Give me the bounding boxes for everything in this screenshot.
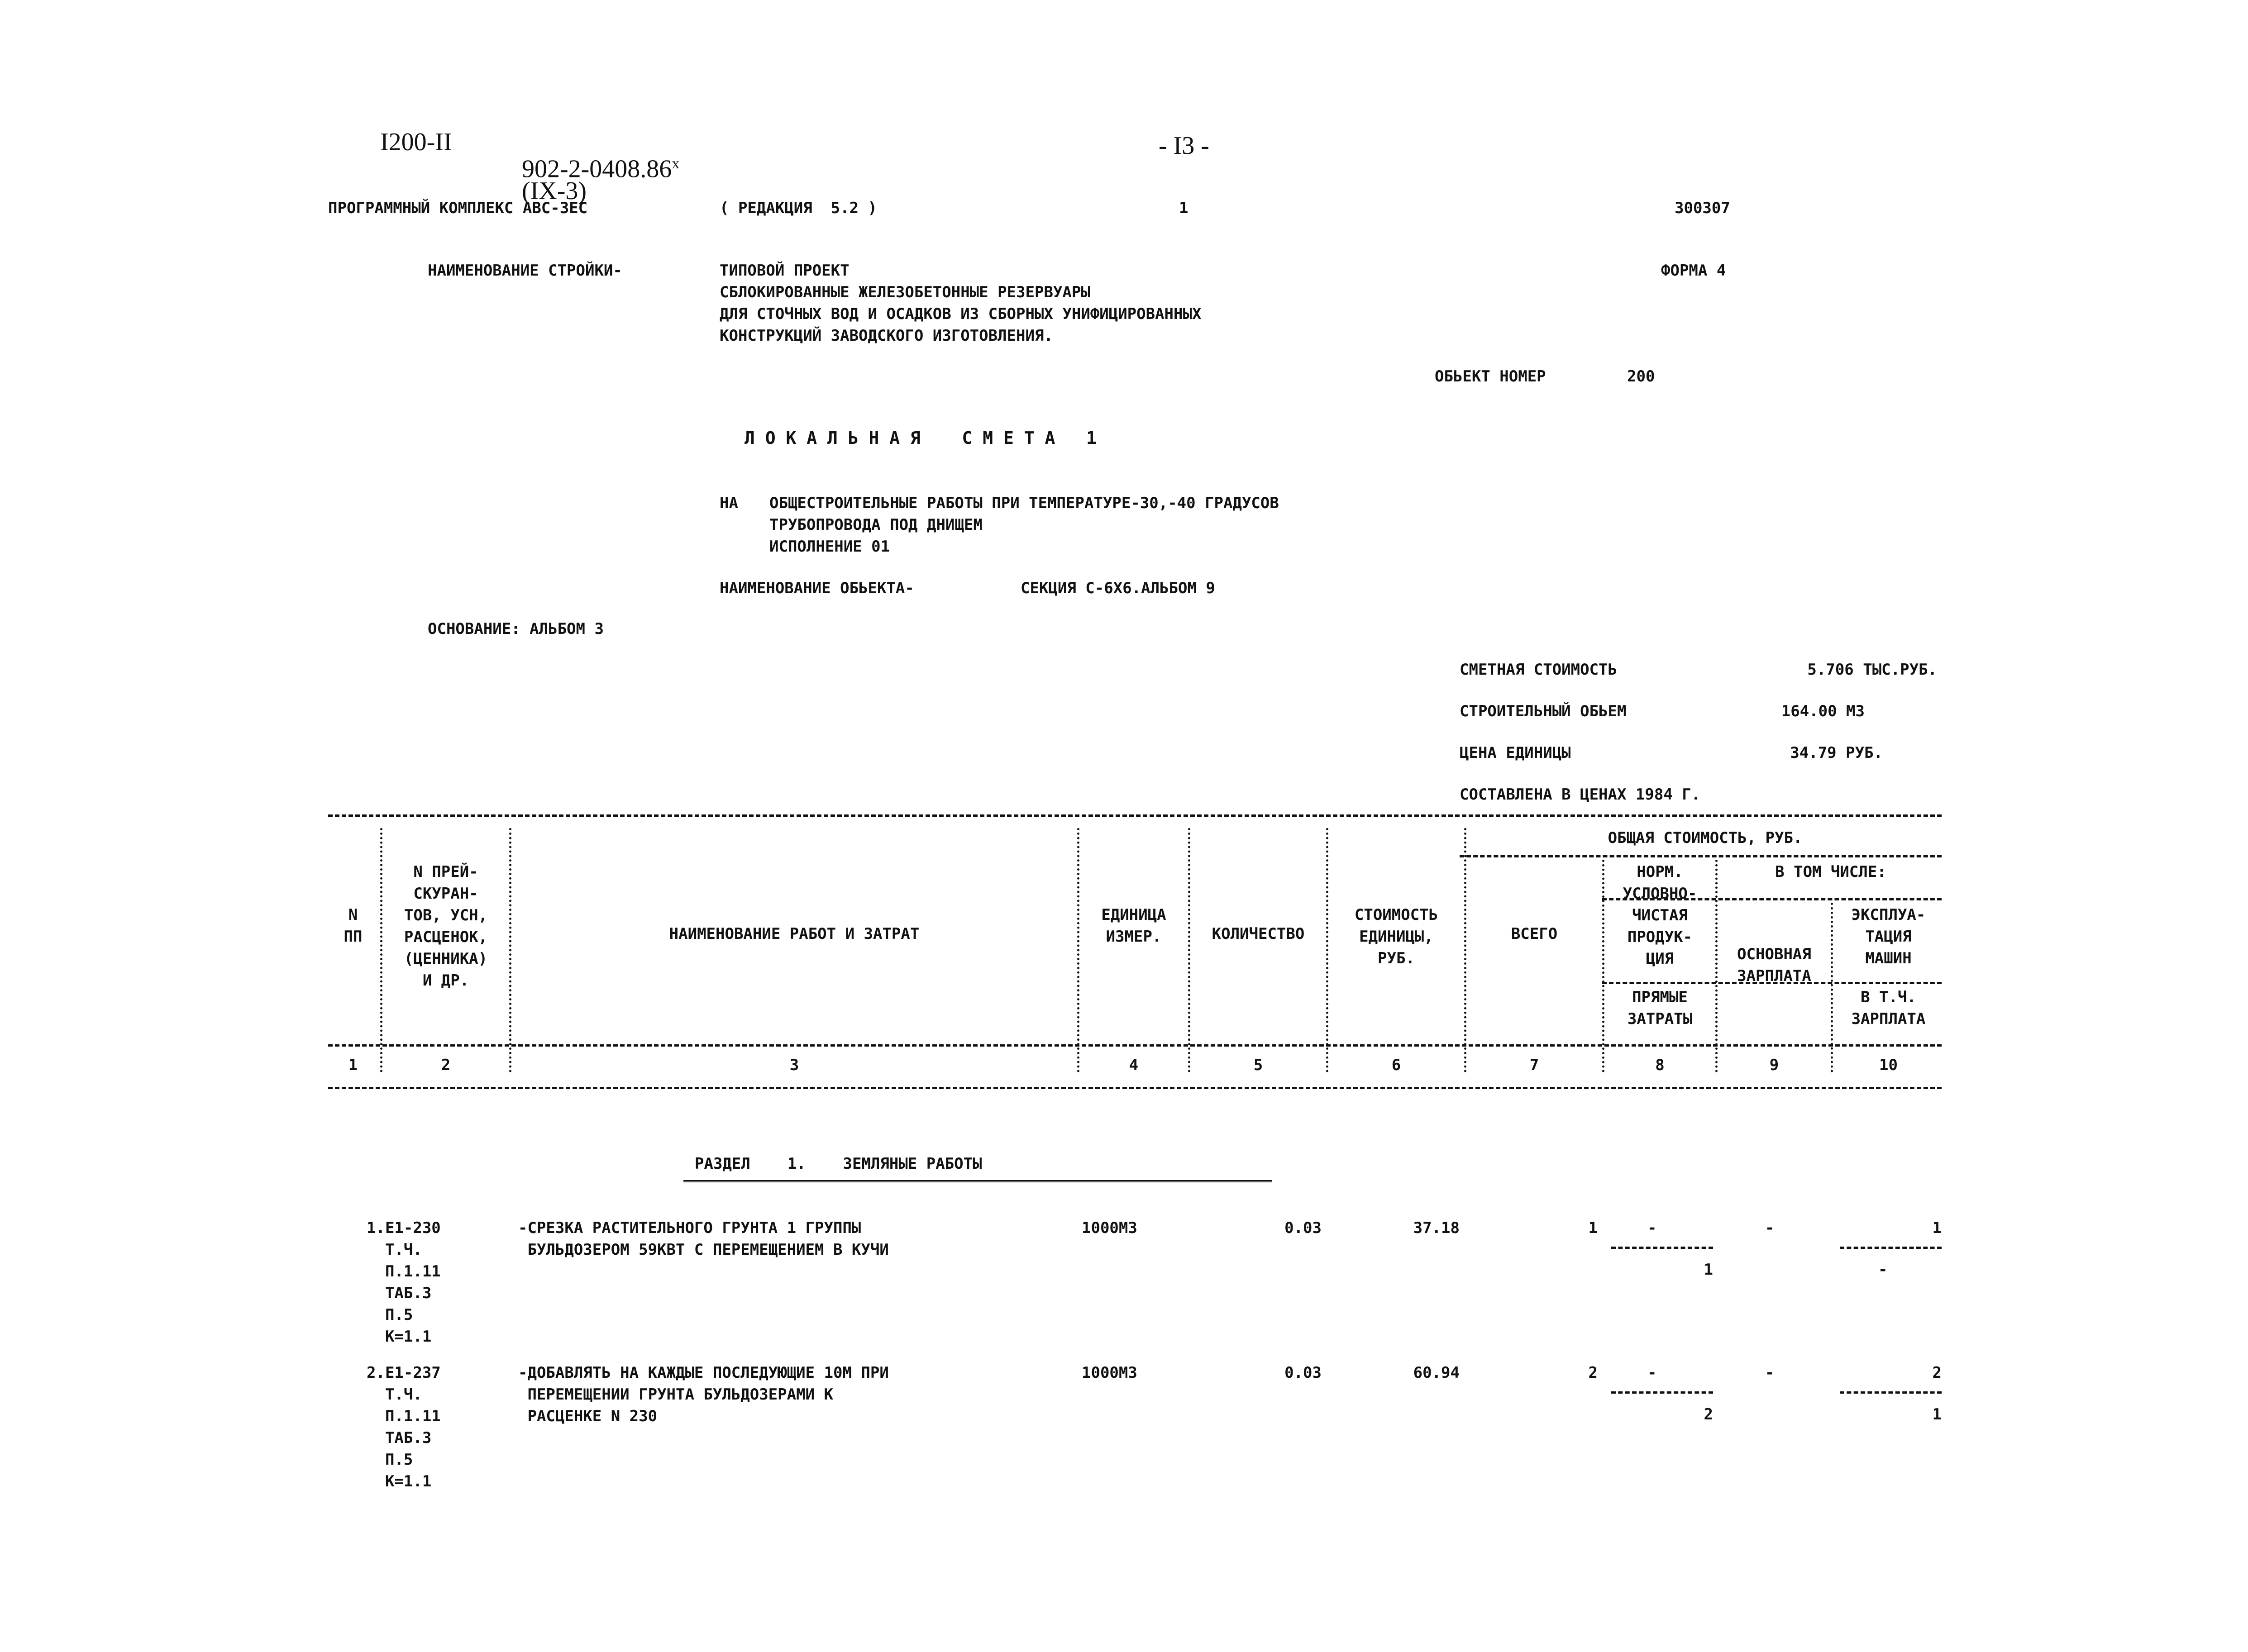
table-top-rule	[328, 814, 1942, 817]
row-1-code: 1.Е1-230 Т.Ч. П.1.11 ТАБ.3 П.5 К=1.1	[367, 1219, 441, 1346]
purpose-prefix: НА	[720, 494, 738, 512]
header-col-10-bottom: В Т.Ч. ЗАРПЛАТА	[1851, 988, 1926, 1028]
summary-label-cost: СМЕТНАЯ СТОИМОСТЬ	[1460, 661, 1617, 679]
purpose-line-1: ОБЩЕСТРОИТЕЛЬНЫЕ РАБОТЫ ПРИ ТЕМПЕРАТУРЕ-30,-40 ГРАДУСОВ	[769, 494, 1279, 512]
row-1-qty: 0.03	[1284, 1219, 1322, 1237]
header-col-10-top: ЭКСПЛУА- ТАЦИЯ МАШИН	[1851, 906, 1926, 967]
header-col-5: КОЛИЧЕСТВО	[1212, 925, 1305, 943]
col-separator	[1602, 860, 1604, 1072]
summary-value-cost: 5.706 ТЫС.РУБ.	[1807, 661, 1937, 679]
header-col-8-bottom: ПРЯМЫЕ ЗАТРАТЫ	[1627, 988, 1693, 1028]
header-col-6: СТОИМОСТЬ ЕДИНИЦЫ, РУБ.	[1354, 906, 1438, 967]
row-2-col10: 2	[1932, 1364, 1942, 1382]
construction-line-1: ТИПОВОЙ ПРОЕКТ	[720, 262, 850, 280]
colnum-4: 4	[1129, 1056, 1139, 1074]
row-1-col8: -	[1647, 1219, 1657, 1237]
purpose-line-2: ТРУБОПРОВОДА ПОД ДНИЩЕМ	[769, 516, 983, 534]
prices-note: СОСТАВЛЕНА В ЦЕНАХ 1984 Г.	[1460, 786, 1701, 804]
summary-label-volume: СТРОИТЕЛЬНЫЙ ОБЬЕМ	[1460, 702, 1627, 720]
col-separator	[1464, 828, 1466, 1072]
doc-code-suffix: (IX-3)	[522, 176, 587, 205]
row-2-name: -ДОБАВЛЯТЬ НА КАЖДЫЕ ПОСЛЕДУЮЩИЕ 10М ПРИ ПЕРЕМЕЩЕНИИ ГРУНТА БУЛЬДОЗЕРАМИ К РАСЦЕНКЕ N 230	[518, 1364, 889, 1425]
header-total-group: ОБЩАЯ СТОИМОСТЬ, РУБ.	[1608, 829, 1803, 847]
col-separator	[1077, 828, 1079, 1072]
doc-code	[509, 131, 680, 205]
row-1-col10-rule	[1840, 1247, 1942, 1249]
header-col-7: ВСЕГО	[1511, 925, 1558, 943]
header-col-8-top: НОРМ. УСЛОВНО- ЧИСТАЯ ПРОДУК- ЦИЯ	[1623, 863, 1697, 968]
row-2-qty: 0.03	[1284, 1364, 1322, 1382]
header-col-2: N ПРЕЙ- СКУРАН- ТОВ, УСН, РАСЦЕНОК, (ЦЕННИКА) И ДР.	[404, 863, 488, 990]
colnum-3: 3	[789, 1056, 799, 1074]
row-1-col8-bottom: 1	[1704, 1261, 1713, 1279]
row-1-price: 37.18	[1413, 1219, 1460, 1237]
left-code: I200-II	[380, 128, 452, 156]
construction-label: НАИМЕНОВАНИЕ СТРОЙКИ-	[428, 262, 622, 280]
row-1-col8-rule	[1611, 1247, 1713, 1249]
row-1-name: -СРЕЗКА РАСТИТЕЛЬНОГО ГРУНТА 1 ГРУППЫ БУЛЬДОЗЕРОМ 59КВТ С ПЕРЕМЕЩЕНИЕМ В КУЧИ	[518, 1219, 889, 1259]
colnum-6: 6	[1391, 1056, 1401, 1074]
summary-value-unit-price: 34.79 РУБ.	[1790, 744, 1883, 762]
header-col-3: НАИМЕНОВАНИЕ РАБОТ И ЗАТРАТ	[669, 925, 920, 943]
colnum-10: 10	[1879, 1056, 1898, 1074]
header-bottom-rule	[328, 1044, 1942, 1047]
colnum-8: 8	[1655, 1056, 1665, 1074]
row-2-col8-bottom: 2	[1704, 1405, 1713, 1423]
estimate-title: Л О К А Л Ь Н А Я С М Е Т А 1	[745, 428, 1097, 448]
row-1-unit: 1000М3	[1082, 1219, 1137, 1237]
row-2-col10-rule	[1840, 1391, 1942, 1394]
section-title: РАЗДЕЛ 1. ЗЕМЛЯНЫЕ РАБОТЫ	[695, 1155, 982, 1173]
program-edition: ( РЕДАКЦИЯ 5.2 )	[720, 199, 877, 217]
col-separator	[1831, 903, 1833, 1072]
object-number-label: ОБЬЕКТ НОМЕР	[1435, 367, 1546, 386]
col-separator	[380, 828, 382, 1072]
doc-code-sup: x	[672, 155, 680, 172]
row-1-total: 1	[1588, 1219, 1598, 1237]
row-2-price: 60.94	[1413, 1364, 1460, 1382]
row-2-total: 2	[1588, 1364, 1598, 1382]
row-2-col8-rule	[1611, 1391, 1713, 1394]
col-separator	[1326, 828, 1328, 1072]
doc-code-main: 902-2-0408.86	[522, 155, 672, 183]
header-incl: В ТОМ ЧИСЛЕ:	[1775, 863, 1886, 881]
header-col-4: ЕДИНИЦА ИЗМЕР.	[1101, 906, 1166, 946]
colnum-2: 2	[441, 1056, 451, 1074]
construction-line-4: КОНСТРУКЦИЙ ЗАВОДСКОГО ИЗГОТОВЛЕНИЯ.	[720, 327, 1053, 345]
summary-label-unit-price: ЦЕНА ЕДИНИЦЫ	[1460, 744, 1571, 762]
numbers-bottom-rule	[328, 1087, 1942, 1089]
col-separator	[509, 828, 511, 1072]
row-1-col10-bottom: -	[1878, 1261, 1888, 1279]
row-2-col9: -	[1765, 1364, 1775, 1382]
col-separator	[1715, 860, 1718, 1072]
total-group-rule	[1460, 855, 1942, 857]
object-name-label: НАИМЕНОВАНИЕ ОБЬЕКТА-	[720, 579, 914, 597]
object-number-value: 200	[1627, 367, 1655, 386]
colnum-9: 9	[1769, 1056, 1779, 1074]
construction-line-3: ДЛЯ СТОЧНЫХ ВОД И ОСАДКОВ ИЗ СБОРНЫХ УНИФИЦИРОВАННЫХ	[720, 305, 1202, 323]
program-code: 300307	[1675, 199, 1730, 217]
program-page: 1	[1179, 199, 1188, 217]
row-2-col8: -	[1647, 1364, 1657, 1382]
row-1-col10: 1	[1932, 1219, 1942, 1237]
form-number: ФОРМА 4	[1661, 262, 1726, 280]
page-number: - I3 -	[1159, 132, 1209, 160]
colnum-5: 5	[1253, 1056, 1263, 1074]
col-separator	[1188, 828, 1190, 1072]
purpose-line-3: ИСПОЛНЕНИЕ 01	[769, 538, 890, 556]
object-name-value: СЕКЦИЯ С-6Х6.АЛЬБОМ 9	[1021, 579, 1215, 597]
program-name: ПРОГРАММНЫЙ КОМПЛЕКС АВС-ЗЕС	[328, 199, 588, 217]
colnum-1: 1	[348, 1056, 358, 1074]
section-underline	[683, 1180, 1272, 1182]
row-2-code: 2.Е1-237 Т.Ч. П.1.11 ТАБ.3 П.5 К=1.1	[367, 1364, 441, 1490]
row-1-col9: -	[1765, 1219, 1775, 1237]
summary-value-volume: 164.00 М3	[1781, 702, 1865, 720]
row-2-col10-bottom: 1	[1932, 1405, 1942, 1423]
construction-line-2: СБЛОКИРОВАННЫЕ ЖЕЛЕЗОБЕТОННЫЕ РЕЗЕРВУАРЫ	[720, 283, 1090, 301]
header-col-9: ОСНОВНАЯ ЗАРПЛАТА	[1737, 945, 1811, 985]
colnum-7: 7	[1529, 1056, 1539, 1074]
header-col-1: N ПП	[344, 906, 363, 946]
basis: ОСНОВАНИЕ: АЛЬБОМ 3	[428, 620, 604, 638]
row-2-unit: 1000М3	[1082, 1364, 1137, 1382]
